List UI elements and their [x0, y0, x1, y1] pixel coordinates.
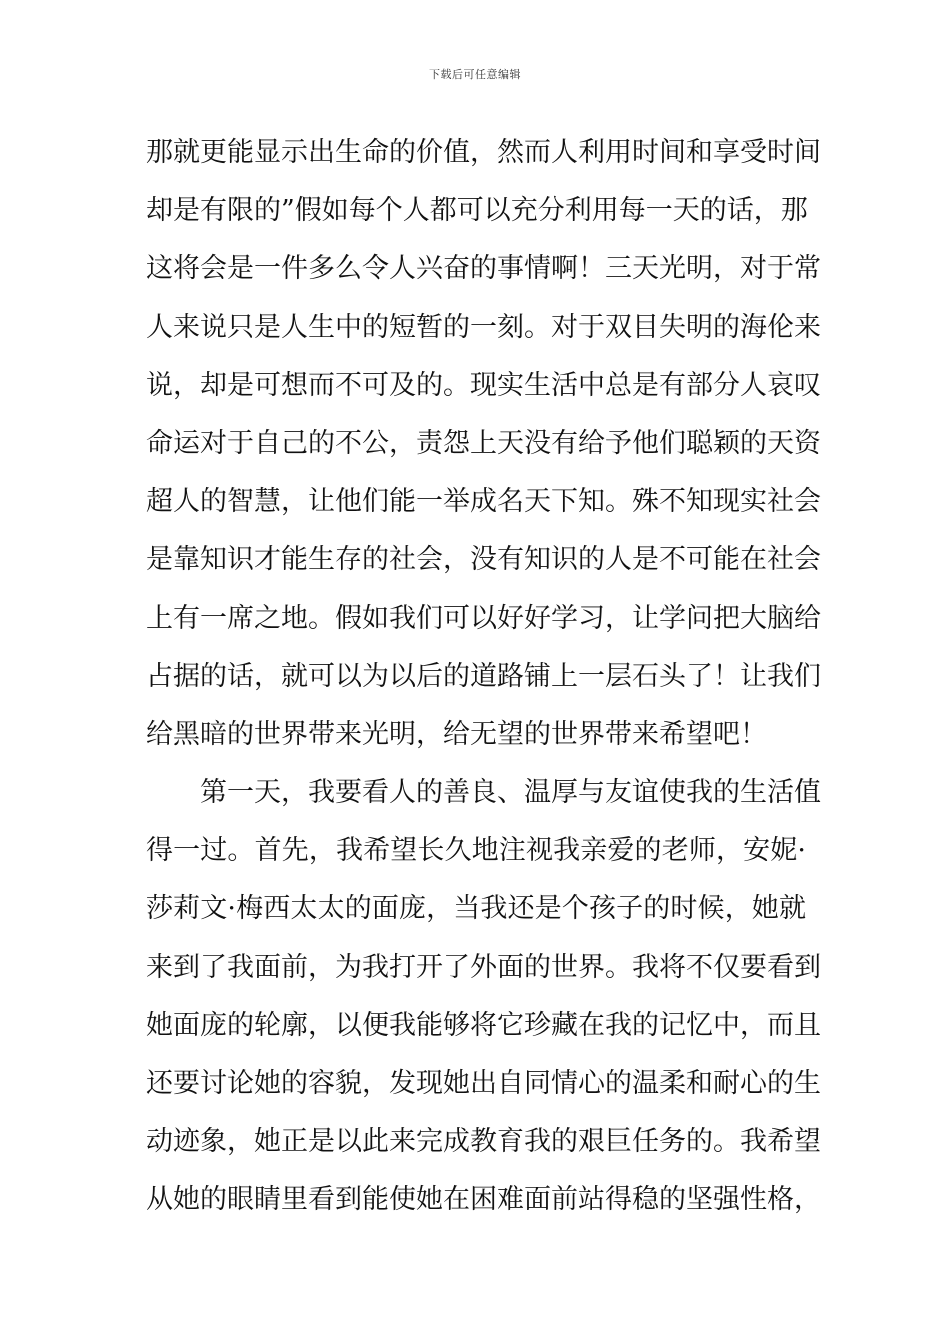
text-line: 这将会是一件多么令人兴奋的事情啊！三天光明，对于常	[146, 253, 821, 285]
text-line: 从她的眼睛里看到能使她在困难面前站得稳的坚强性格，	[146, 1184, 821, 1216]
text-line: 命运对于自己的不公，责怨上天没有给予他们聪颖的天资	[146, 427, 821, 459]
text-line: 动迹象，她正是以此来完成教育我的艰巨任务的。我希望	[146, 1126, 821, 1158]
page-header: 下载后可任意编辑	[429, 68, 521, 81]
text-line: 她面庞的轮廓，以便我能够将它珍藏在我的记忆中，而且	[146, 1009, 821, 1041]
text-line: 上有一席之地。假如我们可以好好学习，让学问把大脑给	[146, 602, 821, 634]
text-line: 占据的话，就可以为以后的道路铺上一层石头了！让我们	[146, 660, 821, 692]
text-line: 还要讨论她的容貌，发现她出自同情心的温柔和耐心的生	[146, 1068, 821, 1099]
text-line: 却是有限的”假如每个人都可以充分利用每一天的话，那	[146, 195, 808, 227]
text-line: 人来说只是人生中的短暂的一刻。对于双目失明的海伦来	[146, 311, 821, 343]
text-line: 给黑暗的世界带来光明，给无望的世界带来希望吧！	[146, 718, 767, 750]
text-line: 超人的智慧，让他们能一举成名天下知。殊不知现实社会	[146, 486, 821, 518]
text-line: 第一天，我要看人的善良、温厚与友谊使我的生活值	[146, 777, 821, 809]
text-line: 来到了我面前，为我打开了外面的世界。我将不仅要看到	[146, 951, 821, 983]
body-text	[146, 124, 821, 1230]
text-line: 得一过。首先，我希望长久地注视我亲爱的老师，安妮·	[146, 835, 806, 867]
text-line: 莎莉文·梅西太太的面庞，当我还是个孩子的时候，她就	[146, 893, 806, 925]
text-line: 是靠知识才能生存的社会，没有知识的人是不可能在社会	[146, 544, 821, 576]
text-line: 说，却是可想而不可及的。现实生活中总是有部分人哀叹	[146, 369, 821, 401]
text-line: 那就更能显示出生命的价值，然而人利用时间和享受时间	[146, 137, 821, 168]
